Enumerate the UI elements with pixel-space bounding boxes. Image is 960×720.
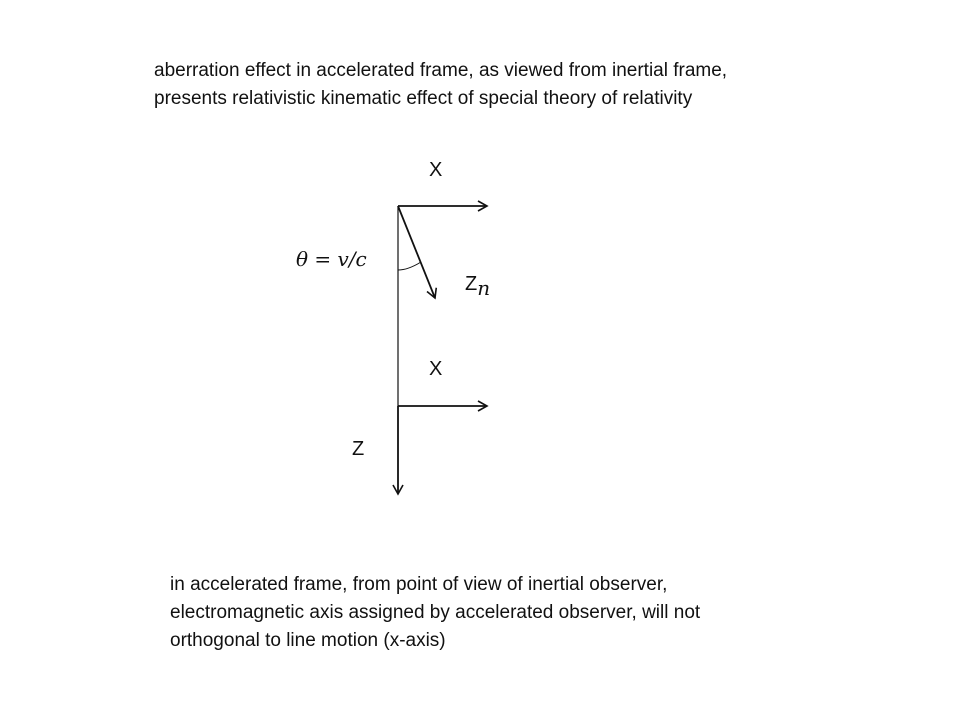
zn-axis-label-main: Z bbox=[465, 273, 478, 295]
x-axis-mid-label: X bbox=[429, 358, 443, 380]
zn-axis-label bbox=[465, 271, 491, 300]
theta-equation-label: θ = v/c bbox=[296, 247, 367, 271]
theta-angle-arc bbox=[398, 262, 421, 270]
bottom-caption-line-1: in accelerated frame, from point of view of inertial observer, bbox=[170, 574, 668, 595]
x-axis-top-label: X bbox=[429, 159, 443, 181]
top-caption-line-1: aberration effect in accelerated frame, as viewed from inertial frame, bbox=[154, 60, 728, 81]
zn-axis-label-subscript: n bbox=[477, 276, 491, 300]
bottom-caption-line-3: orthogonal to line motion (x-axis) bbox=[170, 630, 446, 651]
bottom-caption bbox=[170, 571, 700, 655]
zn-axis-arrow bbox=[398, 206, 435, 298]
top-caption-line-2: presents relativistic kinematic effect of special theory of relativity bbox=[154, 88, 693, 109]
bottom-caption-line-2: electromagnetic axis assigned by accelerated observer, will not bbox=[170, 602, 701, 623]
z-axis-label: Z bbox=[352, 438, 365, 460]
